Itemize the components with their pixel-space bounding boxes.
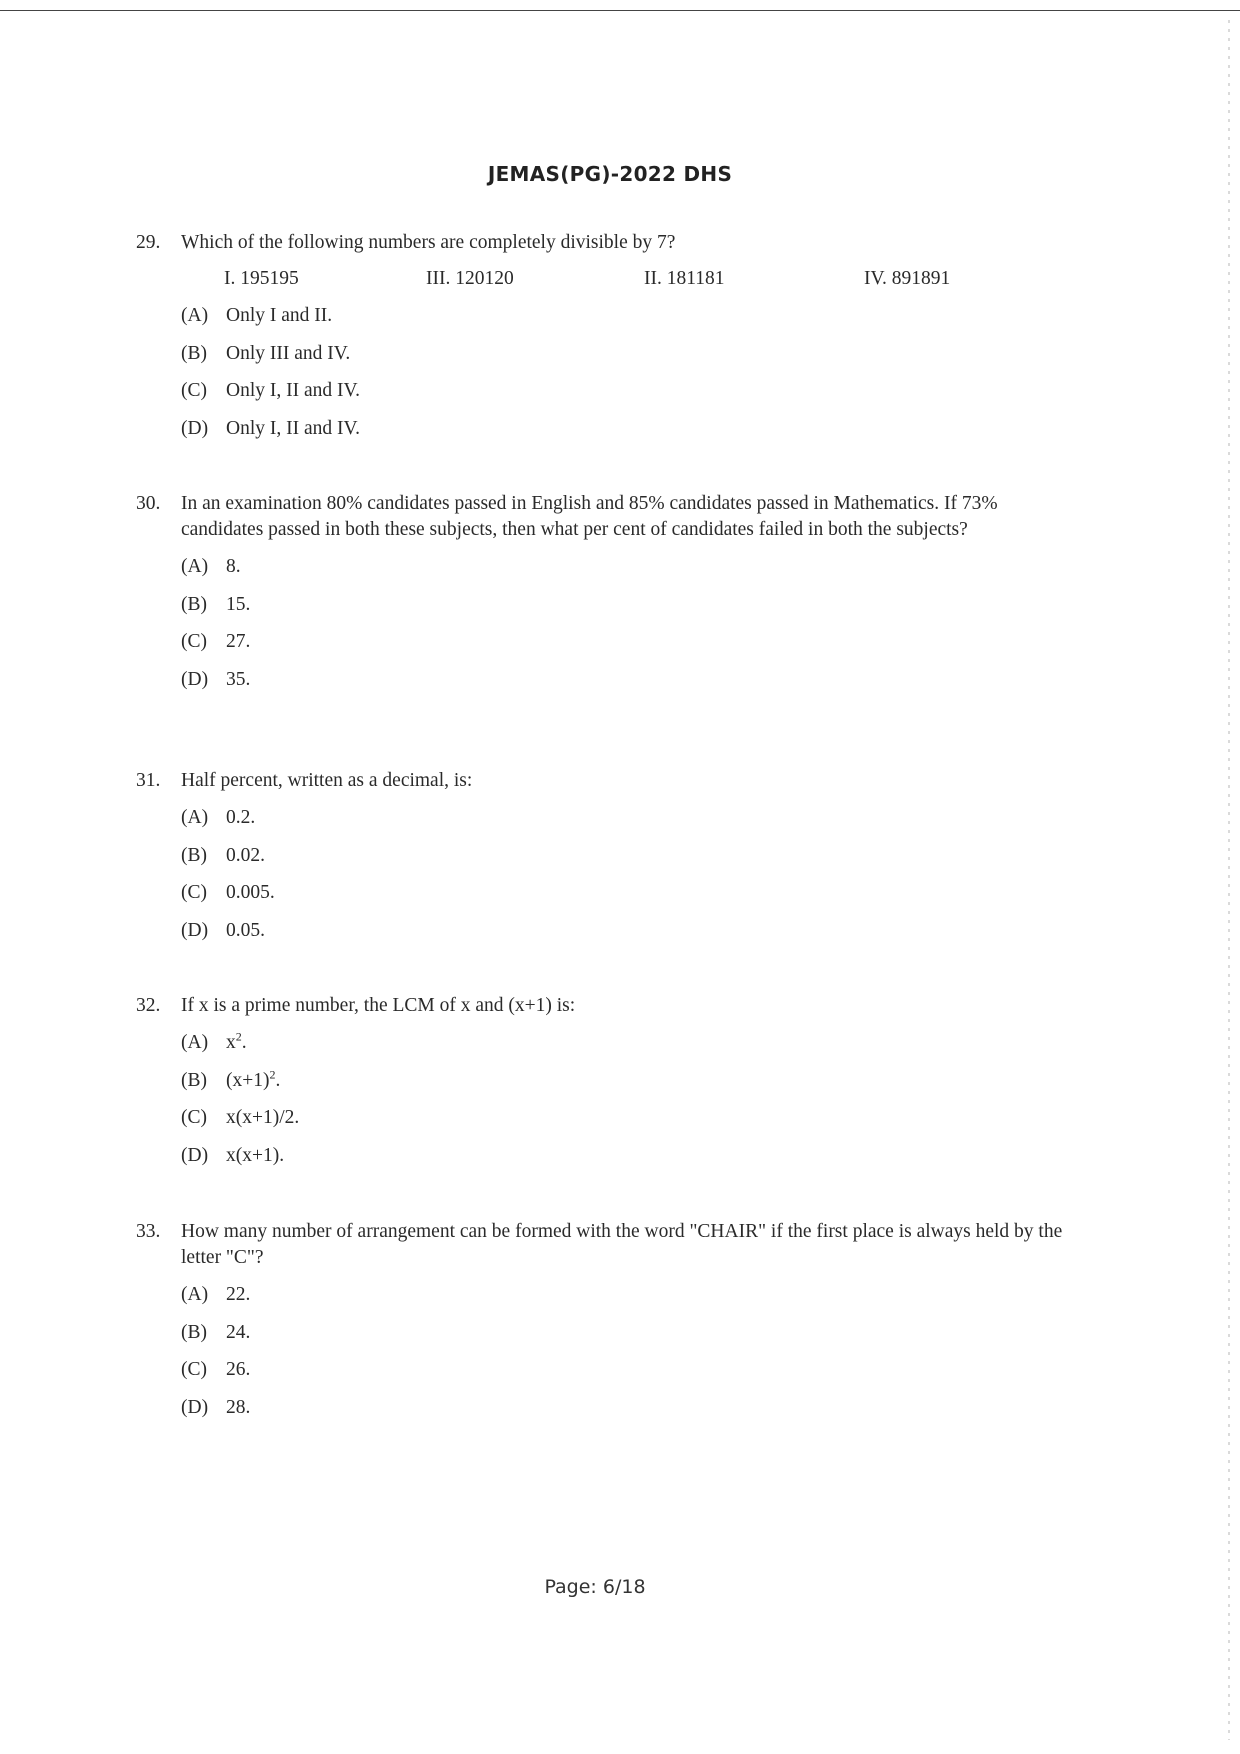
statement-item: IV. 891891 xyxy=(864,268,951,289)
option-letter: (C) xyxy=(181,631,207,652)
question-text: Which of the following numbers are completely divisible by 7? xyxy=(181,232,676,253)
option-letter: (C) xyxy=(181,882,207,903)
option-letter: (B) xyxy=(181,844,207,866)
exponent: 2 xyxy=(269,1067,276,1081)
option-text: 28. xyxy=(226,1396,251,1418)
option-c[interactable] xyxy=(181,629,1076,667)
option-text: x(x+1). xyxy=(226,1144,285,1166)
option-a[interactable] xyxy=(181,1030,1076,1068)
option-text: 0.02. xyxy=(226,844,265,866)
question-number: 33. xyxy=(136,1221,161,1242)
option-letter: (B) xyxy=(181,342,207,364)
option-a[interactable] xyxy=(181,554,1076,592)
option-b[interactable] xyxy=(181,1068,1076,1106)
exponent: 2 xyxy=(235,1029,242,1044)
statement-item: I. 195195 xyxy=(224,268,299,289)
option-text: 8. xyxy=(226,556,241,577)
option-letter: (C) xyxy=(181,380,207,401)
option-c[interactable] xyxy=(181,880,1076,918)
option-a[interactable] xyxy=(181,805,1076,843)
option-letter: (A) xyxy=(181,556,209,577)
option-text: Only I, II and IV. xyxy=(226,380,360,401)
option-text: Only I and II. xyxy=(226,305,333,326)
question-31 xyxy=(136,768,1076,955)
question-stem xyxy=(136,1219,1076,1271)
option-letter: (D) xyxy=(181,668,209,690)
option-c[interactable] xyxy=(181,378,1076,416)
option-text: 35. xyxy=(226,668,251,690)
option-letter: (C) xyxy=(181,1107,207,1128)
scan-edge-shadow xyxy=(1228,20,1230,1740)
statement-item: II. 181181 xyxy=(644,268,725,289)
page-title: JEMAS(PG)-2022 DHS xyxy=(487,162,733,186)
option-list xyxy=(136,1030,1076,1180)
option-a[interactable] xyxy=(181,1282,1076,1320)
option-d[interactable] xyxy=(181,667,1076,705)
option-letter: (D) xyxy=(181,919,209,941)
option-letter: (B) xyxy=(181,1069,207,1091)
option-text: 15. xyxy=(226,593,251,615)
question-text: In an examination 80% candidates passed in English and 85% candidates passed in Mathematics. If 73% candidates passed in both these subjects, then what per cent of candidates failed in both the subjects? xyxy=(181,493,998,540)
option-letter: (B) xyxy=(181,1321,207,1343)
option-letter: (D) xyxy=(181,1144,209,1166)
question-number: 32. xyxy=(136,995,161,1016)
question-text: If x is a prime number, the LCM of x and (x+1) is: xyxy=(181,995,576,1016)
question-number: 31. xyxy=(136,770,161,791)
option-letter: (A) xyxy=(181,1032,209,1053)
option-b[interactable] xyxy=(181,592,1076,630)
option-text: Only III and IV. xyxy=(226,342,351,364)
option-text: 0.005. xyxy=(226,882,275,903)
option-base: (x+1) xyxy=(226,1069,270,1091)
statement-item: III. 120120 xyxy=(426,268,514,289)
question-text: How many number of arrangement can be formed with the word "CHAIR" if the first place is always held by the letter "C"? xyxy=(181,1221,1063,1268)
top-border-line xyxy=(0,10,1240,11)
statement-list xyxy=(136,266,1076,292)
question-stem xyxy=(136,230,1076,256)
option-d[interactable] xyxy=(181,1143,1076,1181)
option-letter: (B) xyxy=(181,593,207,615)
question-30 xyxy=(136,491,1076,704)
option-list xyxy=(136,805,1076,955)
option-list xyxy=(136,303,1076,453)
option-text: 26. xyxy=(226,1359,251,1380)
question-number: 30. xyxy=(136,493,161,514)
option-text: 24. xyxy=(226,1321,251,1343)
option-text xyxy=(226,1030,247,1056)
option-letter: (D) xyxy=(181,417,209,439)
question-32 xyxy=(136,993,1076,1180)
question-33 xyxy=(136,1219,1076,1432)
question-stem xyxy=(136,768,1076,794)
option-list xyxy=(136,554,1076,704)
option-suffix: . xyxy=(275,1069,281,1091)
question-number: 29. xyxy=(136,232,161,253)
option-d[interactable] xyxy=(181,416,1076,454)
option-b[interactable] xyxy=(181,1320,1076,1358)
question-stem xyxy=(136,993,1076,1019)
option-d[interactable] xyxy=(181,1395,1076,1433)
option-c[interactable] xyxy=(181,1357,1076,1395)
option-d[interactable] xyxy=(181,918,1076,956)
option-letter: (A) xyxy=(181,807,209,828)
option-text: 0.2. xyxy=(226,807,256,828)
page-number: Page: 6/18 xyxy=(544,1576,646,1598)
question-stem xyxy=(136,491,1076,543)
option-b[interactable] xyxy=(181,843,1076,881)
option-base: x xyxy=(226,1032,236,1053)
option-text: x(x+1)/2. xyxy=(226,1107,300,1128)
option-c[interactable] xyxy=(181,1105,1076,1143)
option-list xyxy=(136,1282,1076,1432)
option-letter: (A) xyxy=(181,305,209,326)
option-letter: (A) xyxy=(181,1284,209,1305)
option-text: 0.05. xyxy=(226,919,265,941)
option-suffix: . xyxy=(241,1032,247,1053)
option-text: 22. xyxy=(226,1284,251,1305)
question-text: Half percent, written as a decimal, is: xyxy=(181,770,473,791)
option-letter: (C) xyxy=(181,1359,207,1380)
option-b[interactable] xyxy=(181,341,1076,379)
option-text xyxy=(226,1068,280,1094)
option-letter: (D) xyxy=(181,1396,209,1418)
option-a[interactable] xyxy=(181,303,1076,341)
option-text: 27. xyxy=(226,631,251,652)
question-29 xyxy=(136,230,1076,453)
option-text: Only I, II and IV. xyxy=(226,417,360,439)
